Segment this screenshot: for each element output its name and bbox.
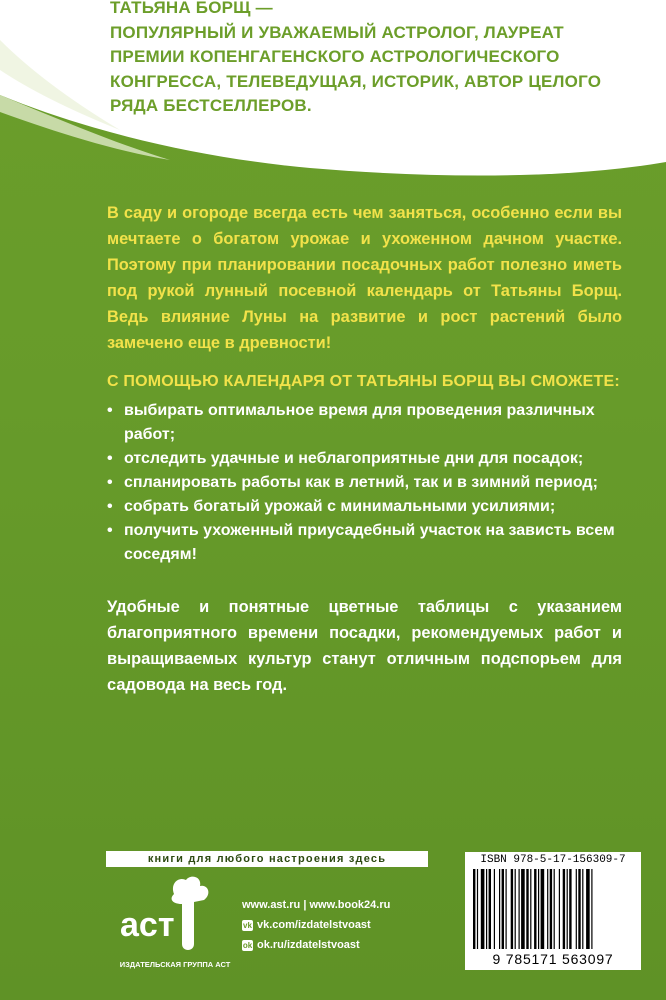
- list-item: • отследить удачные и неблагоприятные дни для посадок;: [107, 447, 627, 471]
- publisher-caption: ИЗДАТЕЛЬСКАЯ ГРУППА АСТ: [119, 960, 231, 969]
- barcode-icon: [471, 869, 635, 951]
- list-item: • выбирать оптимальное время для проведения различных работ;: [107, 399, 627, 447]
- features-list: [107, 399, 627, 567]
- list-item: • спланировать работы как в летний, так и в зимний период;: [107, 471, 627, 495]
- bullet: •: [107, 450, 113, 467]
- author-name: ТАТЬЯНА БОРЩ —: [110, 0, 273, 17]
- barcode-panel: [465, 852, 641, 970]
- vk-icon: vk: [243, 920, 252, 930]
- websites-link[interactable]: www.ast.ru | www.book24.ru: [242, 899, 391, 911]
- features-heading: С ПОМОЩЬЮ КАЛЕНДАРЯ ОТ ТАТЬЯНЫ БОРЩ ВЫ СМОЖЕТЕ:: [107, 373, 620, 390]
- bullet: •: [107, 522, 113, 539]
- intro-paragraph: В саду и огороде всегда есть чем заняться, особенно если вы мечтаете о богатом урожае и ухоженном дачном участке. Поэтому при планировании посадочных работ полезно иметь под рукой лунный посевной календарь от Татьяны Борщ. Ведь влияние Луны на развитие и рост растений было замечено еще в древности!: [107, 204, 622, 352]
- barcode-number: 9 785171 563097: [492, 951, 614, 967]
- bullet: •: [107, 402, 113, 419]
- logo-text: аст: [120, 906, 175, 944]
- author-bio: ПОПУЛЯРНЫЙ И УВАЖАЕМЫЙ АСТРОЛОГ, ЛАУРЕАТ ПРЕМИИ КОПЕНГАГЕНСКОГО АСТРОЛОГИЧЕСКОГО КОНГРЕССА, ТЕЛЕВЕДУЩАЯ, ИСТОРИК, АВТОР ЦЕЛОГО РЯДА БЕСТСЕЛЛЕРОВ.: [110, 22, 602, 115]
- vk-row: [242, 915, 390, 935]
- ok-row: [242, 935, 390, 955]
- author-block: [110, 0, 640, 119]
- bullet: •: [107, 474, 113, 491]
- outro-paragraph: Удобные и понятные цветные таблицы с указанием благоприятного времени посадки, рекомендуемых работ и выращиваемых культур станут отличным подспорьем для садовода на весь год.: [107, 598, 622, 694]
- publisher-links: [242, 895, 390, 955]
- isbn-text: ISBN 978-5-17-156309-7: [480, 854, 626, 866]
- list-item: • собрать богатый урожай с минимальными усилиями;: [107, 495, 627, 519]
- slogan-bar: книги для любого настроения здесь: [106, 851, 428, 867]
- websites-row: [242, 895, 390, 915]
- ok-icon: ok: [242, 940, 253, 950]
- ast-logo-icon: [112, 874, 230, 962]
- list-item: • получить ухоженный приусадебный участок на зависть всем соседям!: [107, 519, 627, 567]
- ok-link[interactable]: ok.ru/izdatelstvoast: [257, 939, 360, 951]
- vk-link[interactable]: vk.com/izdatelstvoast: [257, 919, 371, 931]
- bullet: •: [107, 498, 113, 515]
